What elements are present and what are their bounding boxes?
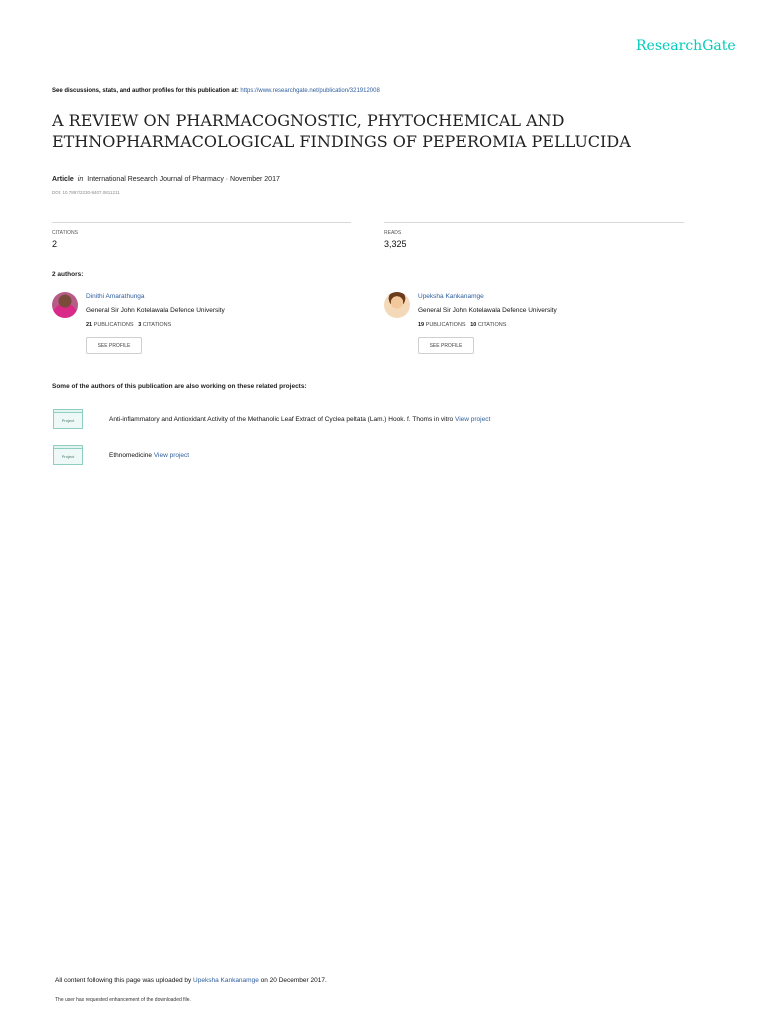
- journal-name: International Research Journal of Pharmacy · November 2017: [87, 176, 280, 183]
- author-institution: General Sir John Kotelawala Defence University: [418, 307, 557, 314]
- uploader-link[interactable]: Upeksha Kankanamge: [193, 977, 259, 984]
- reads-label: READS: [384, 230, 402, 236]
- author-name-link[interactable]: Upeksha Kankanamge: [418, 293, 484, 300]
- download-note: The user has requested enhancement of the downloaded file.: [55, 997, 191, 1003]
- view-project-link[interactable]: View project: [153, 452, 190, 459]
- view-project-link[interactable]: View project: [454, 416, 491, 423]
- project-folder-icon[interactable]: [53, 445, 83, 465]
- researchgate-logo[interactable]: ResearchGate: [636, 38, 736, 54]
- publications-label: PUBLICATIONS: [425, 322, 466, 328]
- publication-url-link[interactable]: https://www.researchgate.net/publication/321912008: [240, 88, 380, 94]
- author-institution: General Sir John Kotelawala Defence University: [86, 307, 225, 314]
- citations-divider: [52, 222, 351, 223]
- project-title: Anti-inflammatory and Antioxidant Activity of the Methanolic Leaf Extract of Cyclea peltata (Lam.) Hook. f. Thoms in vitro: [109, 416, 455, 423]
- project-item: [109, 416, 490, 423]
- author-avatar[interactable]: [52, 292, 78, 318]
- author-stats: [86, 322, 171, 328]
- author-name-link[interactable]: Dinithi Amarathunga: [86, 293, 145, 300]
- in-label: in: [77, 176, 84, 183]
- upload-prefix: All content following this page was uploaded by: [55, 977, 194, 984]
- article-meta: [52, 176, 280, 183]
- reads-value: 3,325: [384, 239, 407, 249]
- author-avatar[interactable]: [384, 292, 410, 318]
- projects-heading: Some of the authors of this publication are also working on these related projects:: [52, 383, 307, 390]
- authors-heading: 2 authors:: [52, 271, 84, 278]
- discussions-line: [52, 88, 380, 94]
- project-folder-icon[interactable]: [53, 409, 83, 429]
- publications-count: 21: [86, 322, 93, 328]
- citations-label: CITATIONS: [477, 322, 507, 328]
- folder-label: Project: [53, 412, 83, 429]
- citations-label: CITATIONS: [52, 230, 78, 236]
- publications-label: PUBLICATIONS: [93, 322, 134, 328]
- paper-title: A REVIEW ON PHARMACOGNOSTIC, PHYTOCHEMICAL AND ETHNOPHARMACOLOGICAL FINDINGS OF PEPEROMIA PELLUCIDA: [52, 111, 631, 151]
- upload-info: [55, 977, 327, 984]
- see-profile-button[interactable]: SEE PROFILE: [86, 337, 142, 354]
- see-profile-button[interactable]: SEE PROFILE: [418, 337, 474, 354]
- folder-label: Project: [53, 448, 83, 465]
- citations-count: 10: [470, 322, 477, 328]
- reads-divider: [384, 222, 684, 223]
- article-type: Article: [52, 176, 74, 183]
- discussions-text: See discussions, stats, and author profiles for this publication at:: [52, 88, 241, 94]
- author-stats: [418, 322, 506, 328]
- project-title: Ethnomedicine: [109, 452, 154, 459]
- project-item: [109, 452, 189, 459]
- doi: DOI: 10.7897/2230-8407.0811211: [52, 190, 120, 195]
- publications-count: 19: [418, 322, 425, 328]
- citations-count: 3: [138, 322, 142, 328]
- citations-value: 2: [52, 239, 58, 249]
- citations-label: CITATIONS: [142, 322, 172, 328]
- upload-suffix: on 20 December 2017.: [258, 977, 327, 984]
